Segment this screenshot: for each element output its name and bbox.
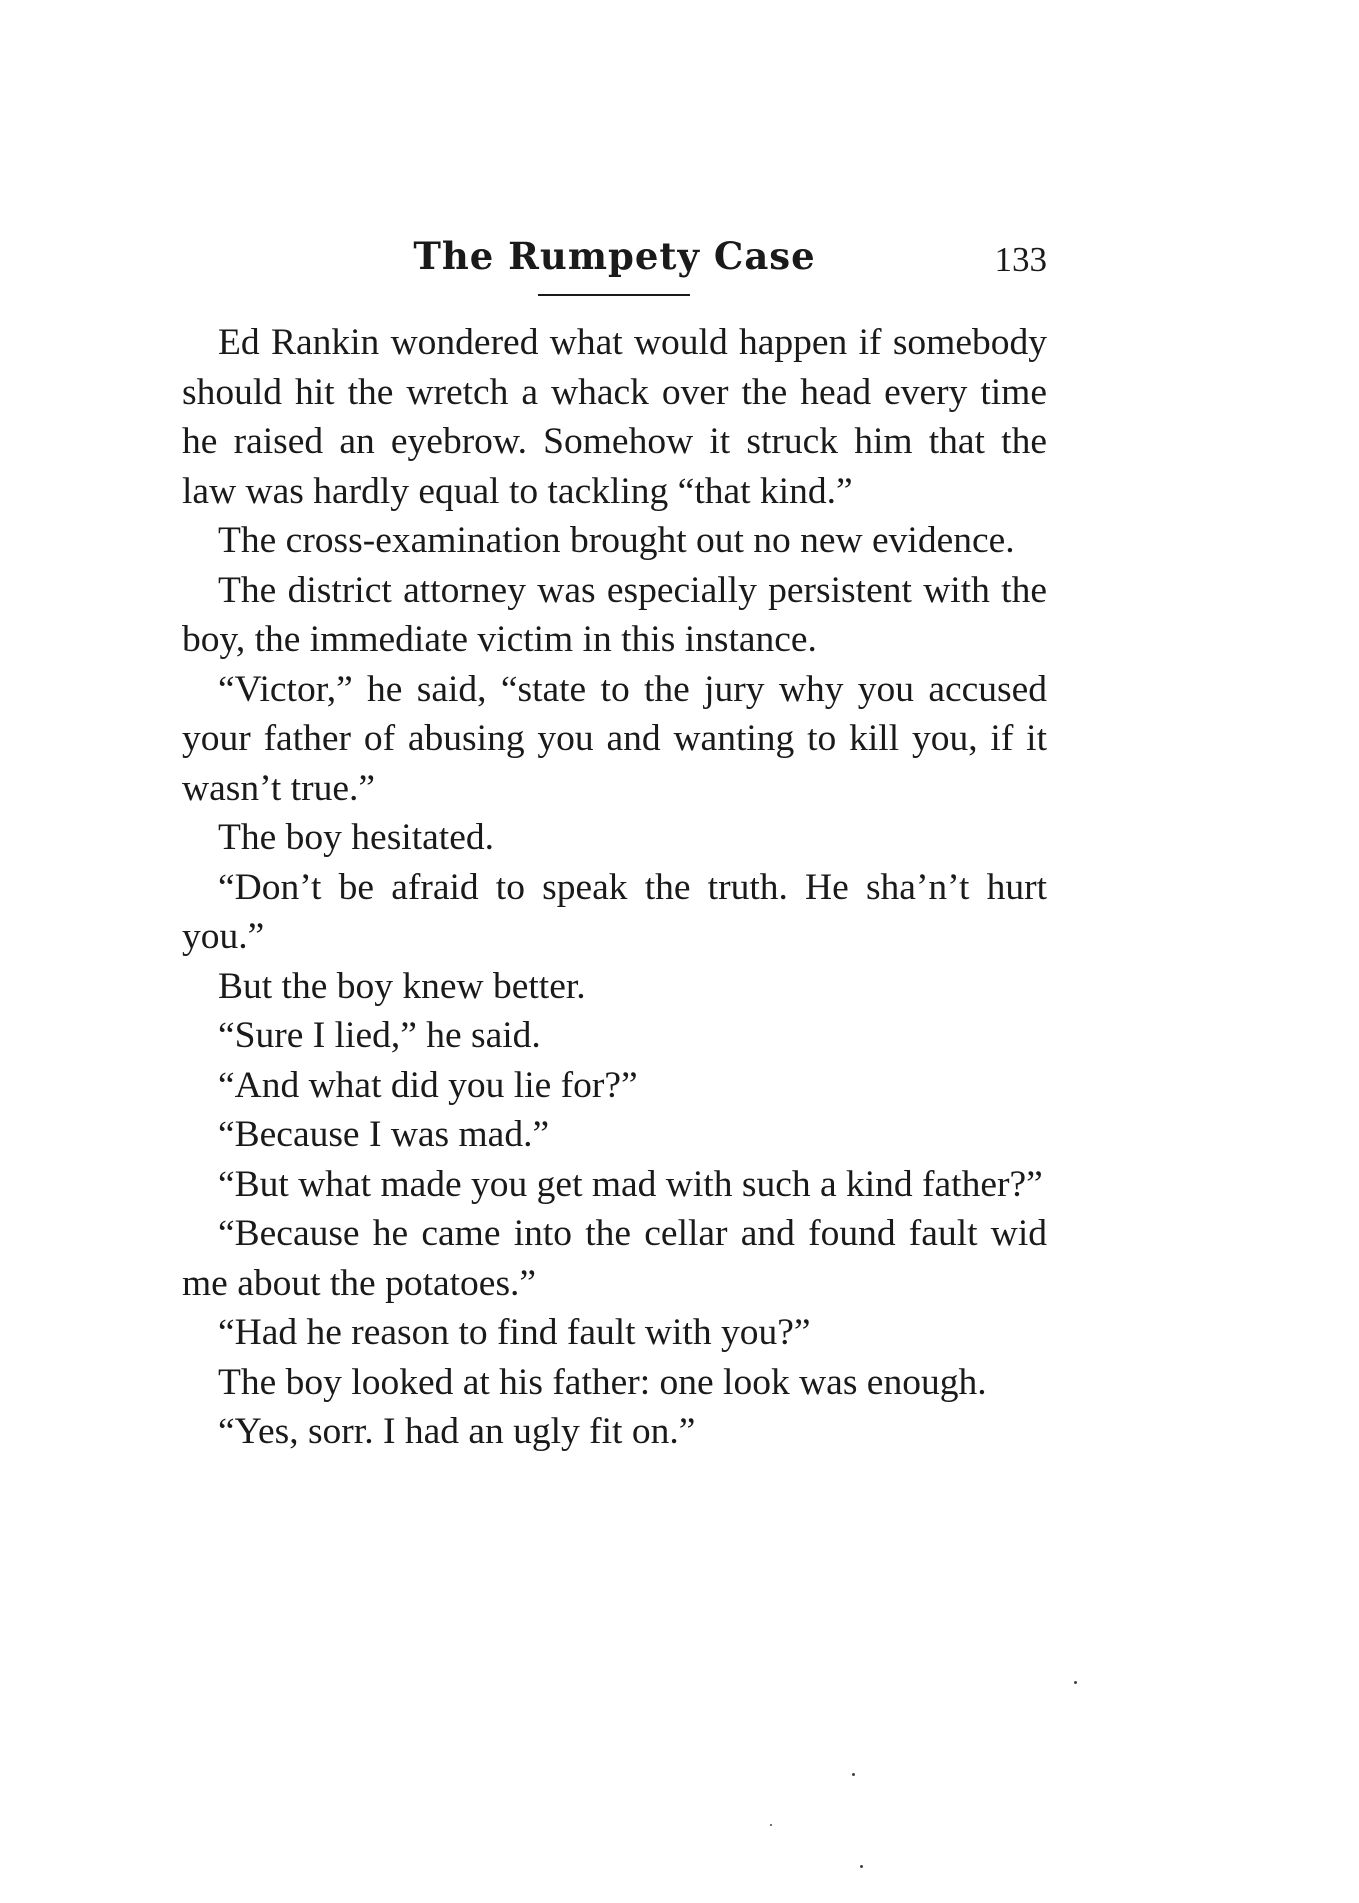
paragraph: “But what made you get mad with such a kind father?” bbox=[218, 1163, 1043, 1205]
paragraph: “Because I was mad.” bbox=[218, 1114, 550, 1155]
paragraph: The boy hesitated. bbox=[218, 817, 494, 858]
paragraph: “And what did you lie for?” bbox=[218, 1064, 638, 1106]
paragraph: But the boy knew better. bbox=[218, 965, 586, 1007]
paragraph: “Sure I lied,” he said. bbox=[218, 1015, 541, 1056]
paper-speck bbox=[770, 1824, 772, 1826]
paragraph: “Yes, sorr. I had an ugly fit on.” bbox=[218, 1411, 696, 1452]
paragraph: “Because he came into the cellar and found fault wid me about the potatoes.” bbox=[182, 1213, 1047, 1304]
paper-speck bbox=[1074, 1681, 1077, 1684]
paragraph: “Don’t be afraid to speak the truth. He sha’n’t hurt you.” bbox=[182, 866, 1047, 957]
header-rule bbox=[538, 294, 690, 296]
running-head bbox=[182, 232, 1047, 288]
paragraph: “Had he reason to find fault with you?” bbox=[218, 1312, 811, 1353]
page-number: 133 bbox=[994, 240, 1047, 279]
paper-speck bbox=[852, 1773, 855, 1776]
body-text bbox=[182, 318, 1047, 1457]
running-title: The Rumpety Case bbox=[413, 234, 816, 278]
paragraph: Ed Rankin wondered what would happen if somebody should hit the wretch a whack over the head every time he raised an eyebrow. Somehow it struck him that the law was hardly equal to tackling “that kind.” bbox=[182, 322, 1047, 512]
paragraph: “Victor,” he said, “state to the jury why you accused your father of abusing you and wanting to kill you, if it wasn’t true.” bbox=[182, 668, 1047, 809]
paper-speck bbox=[860, 1865, 863, 1868]
paragraph: The cross-examination brought out no new evidence. bbox=[218, 520, 1015, 561]
paragraph: The district attorney was especially persistent with the boy, the immediate victim in this instance. bbox=[182, 569, 1047, 660]
paragraph: The boy looked at his father: one look was enough. bbox=[218, 1361, 987, 1403]
